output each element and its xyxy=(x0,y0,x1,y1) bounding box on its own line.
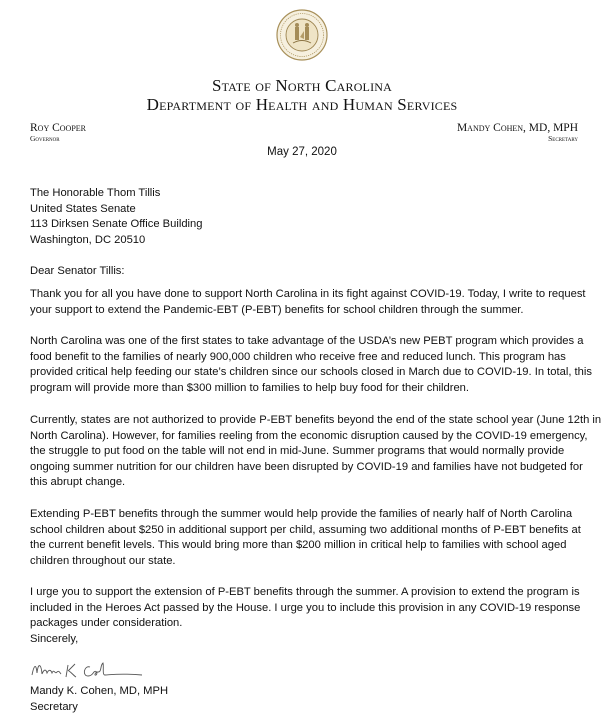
recipient-address xyxy=(30,186,582,248)
paragraph-4 xyxy=(30,507,582,569)
signer-title: Secretary xyxy=(30,700,78,713)
letterhead-state: State of North Carolina xyxy=(211,76,393,95)
paragraph-line: ongoing summer nutrition for our children have been disrupted by COVID-19 and families have not budgeted for xyxy=(30,460,583,473)
governor-block xyxy=(30,122,86,143)
signature-block xyxy=(30,684,582,715)
signer-name: Mandy K. Cohen, MD, MPH xyxy=(30,685,169,697)
recipient-line: 113 Dirksen Senate Office Building xyxy=(30,218,203,231)
paragraph-line: the current benefit levels. This would bring more than $200 million in critical help to families with school aged xyxy=(30,539,567,552)
letterhead-department: Department of Health and Human Services xyxy=(146,95,458,114)
paragraph-2 xyxy=(30,334,592,396)
paragraph-line: North Carolina was one of the first states to take advantage of the USDA’s new PEBT program which provides a xyxy=(30,335,584,347)
paragraph-line: your support to extend the Pandemic-EBT (P-EBT) benefits for school children through the summer. xyxy=(30,303,524,316)
paragraph-line: program will provide more than $300 million to families to help buy food for their children. xyxy=(30,381,470,394)
paragraph-line: Extending P-EBT benefits through the summer would help provide the families of nearly half of North Carolina xyxy=(30,508,573,520)
paragraph-line: school children about $250 in additional support per child, assuming two additional months of P-EBT benefits at xyxy=(30,523,581,536)
paragraph-line: included in the Heroes Act passed by the House. I urge you to include this provision in any COVID-19 response xyxy=(30,601,581,614)
secretary-title: Secretary xyxy=(548,134,578,143)
paragraph-line: this abrupt change. xyxy=(30,476,126,489)
paragraph-3 xyxy=(30,413,602,491)
paragraph-line: North Carolina). However, for families reeling from the economic disruption caused by the COVID-19 emergency, xyxy=(30,429,588,442)
paragraph-line: provided critical help feeding our state’s children since our schools closed in March due to COVID-19. In total, this xyxy=(30,366,592,379)
governor-name: Roy Cooper xyxy=(30,122,86,134)
paragraph-line: children throughout our state. xyxy=(30,554,176,567)
paragraph-5 xyxy=(30,585,582,632)
closing: Sincerely, xyxy=(30,633,79,645)
governor-title: Governor xyxy=(30,134,60,143)
paragraph-line: Currently, states are not authorized to provide P-EBT benefits beyond the end of the state school year (June 12th in xyxy=(30,414,602,426)
recipient-line: United States Senate xyxy=(30,202,136,215)
paragraph-line: I urge you to support the extension of P-EBT benefits through the summer. A provision to extend the program is xyxy=(30,586,580,598)
recipient-line: Washington, DC 20510 xyxy=(30,233,146,246)
state-seal-icon xyxy=(276,9,328,61)
paragraph-line: Thank you for all you have done to support North Carolina in its fight against COVID-19. Today, I write to request xyxy=(30,288,586,300)
recipient-line: The Honorable Thom Tillis xyxy=(30,187,161,199)
salutation: Dear Senator Tillis: xyxy=(30,265,125,277)
letter-date: May 27, 2020 xyxy=(267,146,337,158)
paragraph-1 xyxy=(30,287,586,318)
secretary-name: Mandy Cohen, MD, MPH xyxy=(456,122,578,134)
handwritten-signature xyxy=(30,657,148,683)
paragraph-line: the struggle to put food on the table will not end in mid-June. Summer programs that would normally provide xyxy=(30,445,565,458)
paragraph-line: food benefit to the families of nearly 900,000 children who receive free and reduced lunch. This program has xyxy=(30,350,566,363)
paragraph-line: packages under consideration. xyxy=(30,617,183,630)
secretary-block xyxy=(457,122,578,143)
